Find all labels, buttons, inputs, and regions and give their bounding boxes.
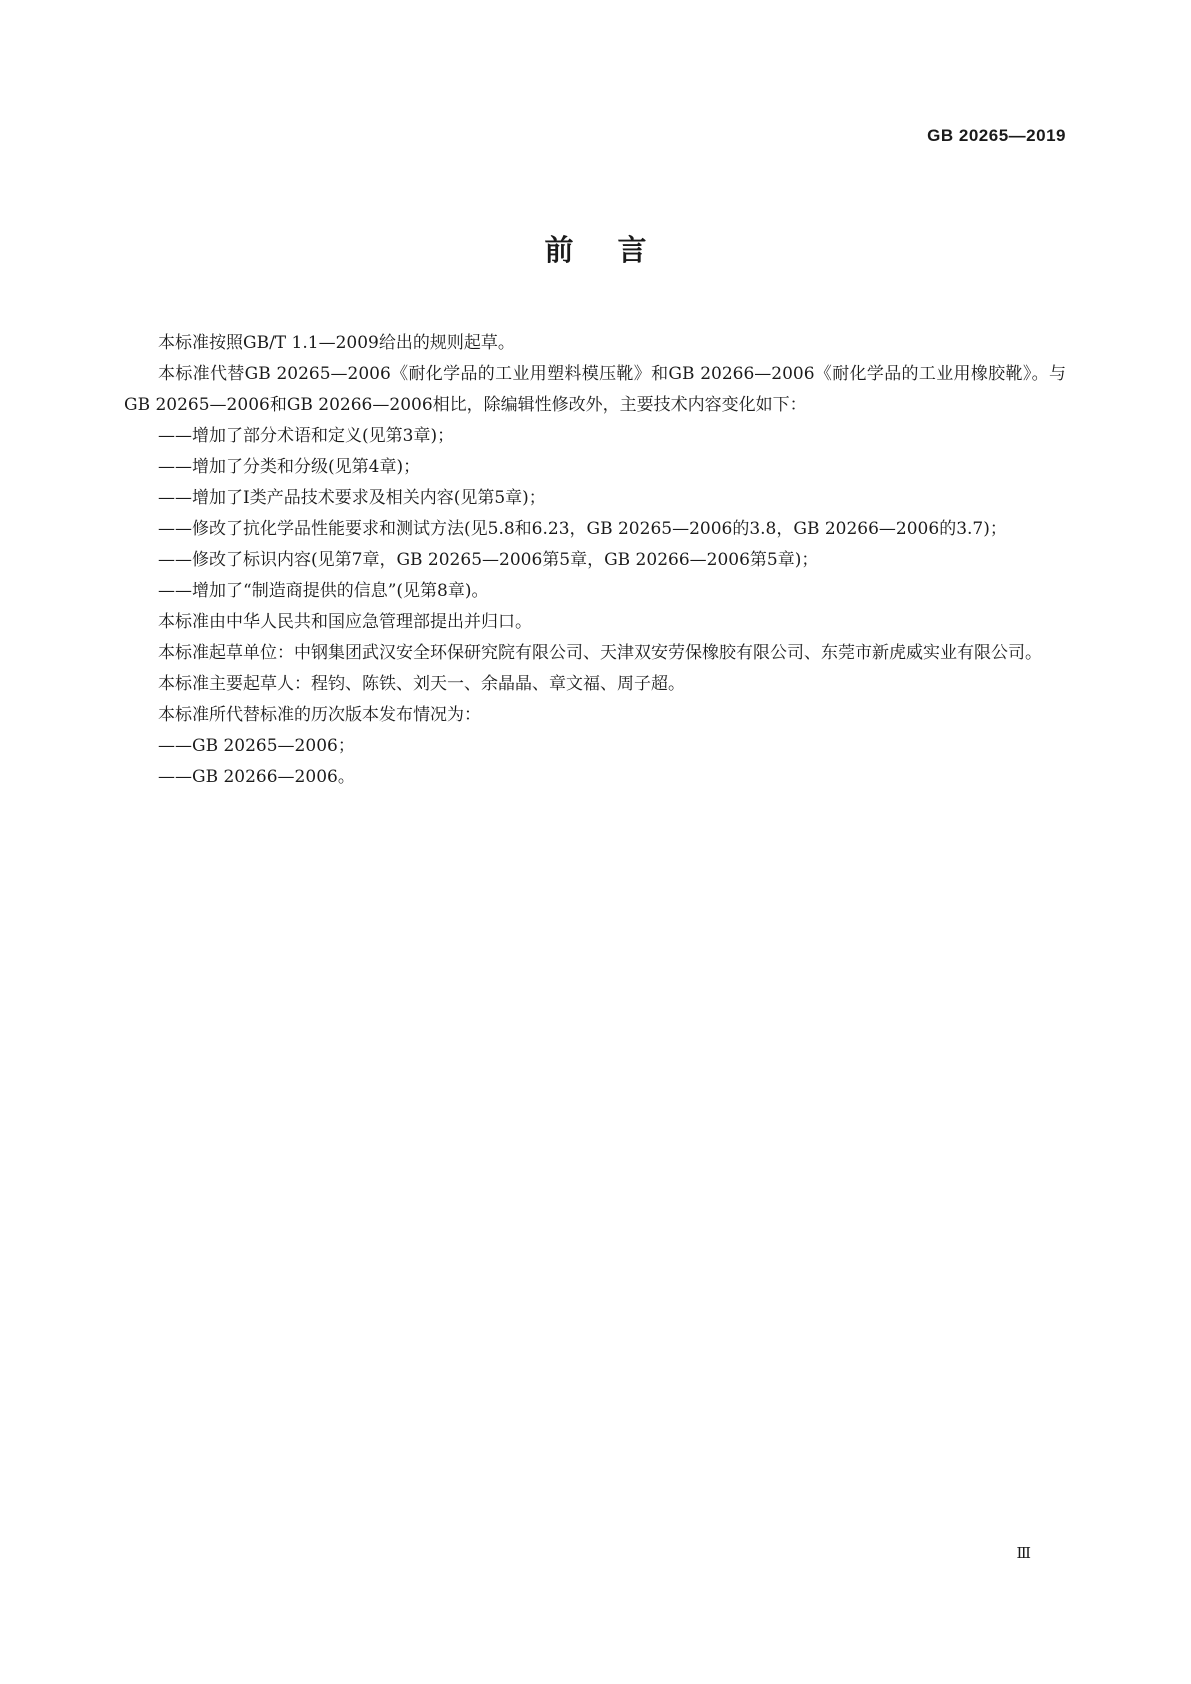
paragraph-proposer: 本标准由中华人民共和国应急管理部提出并归口。 <box>158 612 532 632</box>
list-item-change: ——增加了Ⅰ类产品技术要求及相关内容(见第5章)； <box>158 488 546 508</box>
list-item-history: ——GB 20266—2006。 <box>158 767 355 787</box>
list-item-history: ——GB 20265—2006； <box>158 736 355 756</box>
page-title: 前言 <box>544 233 691 267</box>
list-item-change: ——修改了标识内容(见第7章，GB 20265—2006第5章，GB 20266—2006第5章)； <box>158 550 819 570</box>
paragraph-replacement: 本标准代替GB 20265—2006《耐化学品的工业用塑料模压靴》和GB 20266—2006《耐化学品的工业用橡胶靴》。与GB 20265—2006和GB 20266—2006相比，除编辑性修改外，主要技术内容变化如下： <box>124 364 1066 415</box>
list-item-change: ——修改了抗化学品性能要求和测试方法(见5.8和6.23，GB 20265—2006的3.8，GB 20266—2006的3.7)； <box>158 519 1007 539</box>
page-number: Ⅲ <box>1016 1544 1031 1562</box>
list-item-change: ——增加了“制造商提供的信息”(见第8章)。 <box>158 581 489 601</box>
paragraph-drafters: 本标准主要起草人：程钧、陈铁、刘天一、余晶晶、章文福、周子超。 <box>158 674 685 694</box>
foreword-content <box>124 328 1066 793</box>
standard-number: GB 20265—2019 <box>927 126 1066 145</box>
paragraph-drafting-rules: 本标准按照GB/T 1.1—2009给出的规则起草。 <box>158 333 515 353</box>
list-item-change: ——增加了分类和分级(见第4章)； <box>158 457 421 477</box>
list-item-change: ——增加了部分术语和定义(见第3章)； <box>158 426 455 446</box>
paragraph-drafting-units: 本标准起草单位：中钢集团武汉安全环保研究院有限公司、天津双安劳保橡胶有限公司、东莞市新虎威实业有限公司。 <box>158 643 1042 663</box>
paragraph-history-intro: 本标准所代替标准的历次版本发布情况为： <box>158 705 481 725</box>
